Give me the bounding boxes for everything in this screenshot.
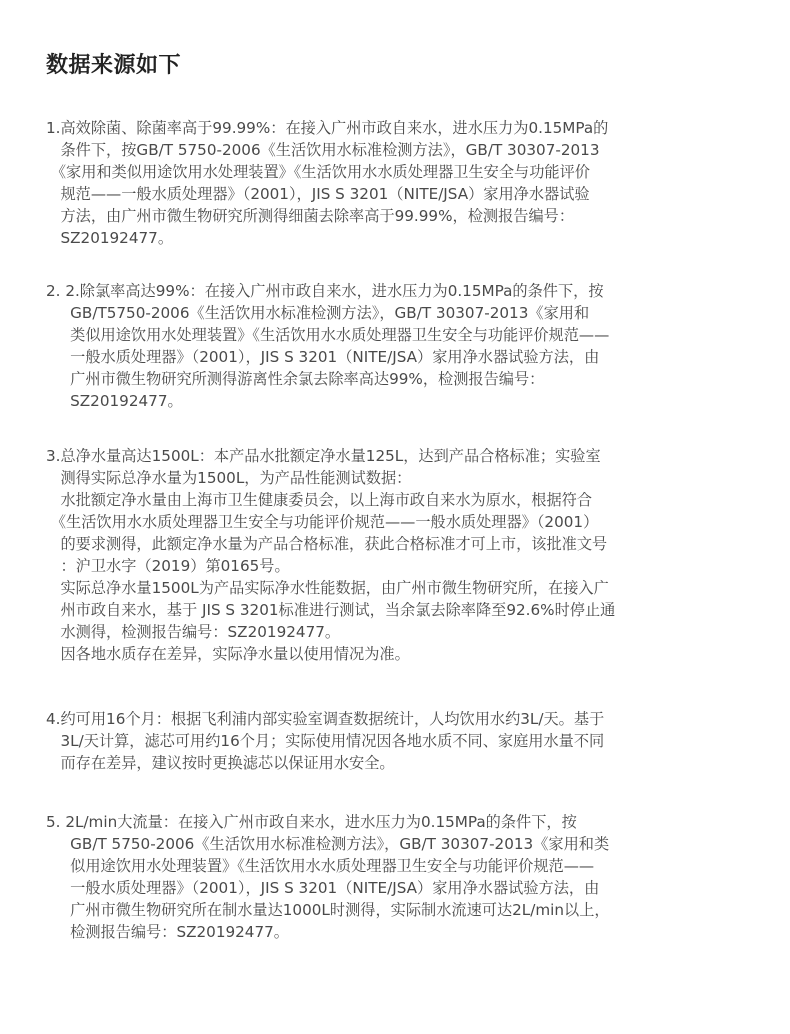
note-line: 的要求测得，此额定净水量为产品合格标准，获此合格标准才可上市，该批准文号 — [46, 535, 608, 553]
note-line: 1.高效除菌、除菌率高于99.99%：在接入广州市政自来水，进水压力为0.15MPa的 — [46, 119, 609, 137]
note-line: 5. 2L/min大流量：在接入广州市政自来水，进水压力为0.15MPa的条件下，按 — [46, 813, 577, 831]
note-line: 方法，由广州市微生物研究所测得细菌去除率高于99.99%，检测报告编号： — [46, 207, 575, 225]
note-line: 广州市微生物研究所测得游离性余氯去除率高达99%，检测报告编号： — [46, 370, 545, 388]
note-line: 广州市微生物研究所在制水量达1000L时测得，实际制水流速可达2L/min以上， — [46, 901, 610, 919]
note-line: 实际总净水量1500L为产品实际净水性能数据，由广州市微生物研究所，在接入广 — [46, 579, 609, 597]
note-line: ：沪卫水字（2019）第0165号。 — [46, 557, 290, 575]
note-line: 《生活饮用水水质处理器卫生安全与功能评价规范——一般水质处理器》（2001） — [46, 513, 599, 531]
note-line: SZ20192477。 — [46, 229, 174, 247]
note-line: 3L/天计算，滤芯可用约16个月；实际使用情况因各地水质不同、家庭用水量不同 — [46, 732, 605, 750]
note-line: 因各地水质存在差异，实际净水量以使用情况为准。 — [46, 645, 410, 663]
note-item-2 — [46, 280, 766, 412]
page-title: 数据来源如下 — [46, 53, 182, 78]
note-item-3 — [46, 445, 766, 665]
note-line: 2. 2.除氯率高达99%：在接入广州市政自来水，进水压力为0.15MPa的条件下，按 — [46, 282, 604, 300]
note-line: SZ20192477。 — [46, 392, 183, 410]
note-line: 州市政自来水，基于 JIS S 3201标准进行测试，当余氯去除率降至92.6%时停止通 — [46, 601, 616, 619]
note-item-1 — [46, 117, 766, 249]
note-line: 规范——一般水质处理器》（2001），JIS S 3201（NITE/JSA）家用净水器试验 — [46, 185, 590, 203]
note-item-5 — [46, 811, 766, 943]
note-line: 一般水质处理器》（2001），JIS S 3201（NITE/JSA）家用净水器试验方法，由 — [46, 348, 600, 366]
note-line: 类似用途饮用水处理装置》《生活饮用水水质处理器卫生安全与功能评价规范—— — [46, 326, 610, 344]
note-line: GB/T5750-2006《生活饮用水标准检测方法》，GB/T 30307-2013《家用和 — [46, 304, 590, 322]
note-line: 水批额定净水量由上海市卫生健康委员会，以上海市政自来水为原水，根据符合 — [46, 491, 593, 509]
note-line: 《家用和类似用途饮用水处理装置》《生活饮用水水质处理器卫生安全与功能评价 — [46, 163, 590, 181]
note-line: 4.约可用16个月：根据飞利浦内部实验室调查数据统计，人均饮用水约3L/天。基于 — [46, 710, 605, 728]
note-item-4 — [46, 708, 766, 774]
note-line: 条件下，按GB/T 5750-2006《生活饮用水标准检测方法》，GB/T 30307-2013 — [46, 141, 600, 159]
note-line: 似用途饮用水处理装置》《生活饮用水水质处理器卫生安全与功能评价规范—— — [46, 857, 595, 875]
note-line: 一般水质处理器》（2001），JIS S 3201（NITE/JSA）家用净水器试验方法，由 — [46, 879, 600, 897]
note-line: 而存在差异，建议按时更换滤芯以保证用水安全。 — [46, 754, 395, 772]
note-line: 测得实际总净水量为1500L，为产品性能测试数据： — [46, 469, 412, 487]
note-line: 检测报告编号：SZ20192477。 — [46, 923, 289, 941]
note-line: 3.总净水量高达1500L：本产品水批额定净水量125L，达到产品合格标准；实验室 — [46, 447, 601, 465]
note-line: 水测得，检测报告编号：SZ20192477。 — [46, 623, 341, 641]
note-line: GB/T 5750-2006《生活饮用水标准检测方法》，GB/T 30307-2013《家用和类 — [46, 835, 610, 853]
